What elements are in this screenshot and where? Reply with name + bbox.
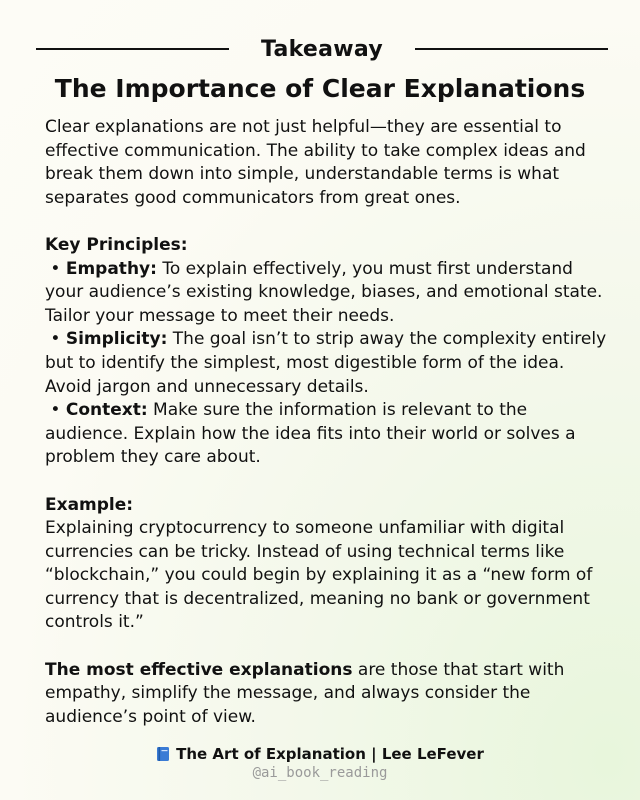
principles-heading: Key Principles:	[45, 234, 188, 255]
principle-item-empathy: • Empathy: To explain effectively, you must first understand your audience’s existing knowledge, biases, and emotional state. Tailor your message to meet their needs.	[45, 258, 603, 326]
header-rule-right	[415, 48, 608, 50]
conclusion-bold: The most effective explanations	[45, 659, 353, 680]
example-heading: Example:	[45, 494, 134, 515]
principle-text: Make sure the information is relevant to the audience. Explain how the idea fits into their world or solves a problem they care about.	[45, 400, 576, 468]
conclusion-paragraph	[45, 659, 610, 730]
conclusion-text: are those that start with empathy, simplify the message, and always consider the audience’s point of view.	[45, 659, 565, 727]
example-paragraph: Explaining cryptocurrency to someone unfamiliar with digital currencies can be tricky. Instead of using technical terms like “blockchain,” you could begin by explaining it as a “new form of currency that is decentralized, meaning no bank or government controls it.”	[45, 518, 593, 633]
account-handle: @ai_book_reading	[252, 765, 388, 781]
footer	[0, 745, 640, 781]
body-content	[45, 116, 610, 729]
principle-text: The goal isn’t to strip away the complexity entirely but to identify the simplest, most digestible form of the idea. Avoid jargon and unnecessary details.	[45, 329, 607, 397]
principle-term: Simplicity:	[65, 329, 168, 350]
principle-term: Empathy:	[65, 258, 157, 279]
section-label: Takeaway	[260, 36, 384, 62]
intro-paragraph: Clear explanations are not just helpful—they are essential to effective communication. The ability to take complex ideas and break them down into simple, understandable terms is what separates good communicators from great ones.	[45, 117, 586, 208]
book-icon	[156, 746, 170, 762]
principle-item-simplicity: • Simplicity: The goal isn’t to strip away the complexity entirely but to identify the simplest, most digestible form of the idea. Avoid jargon and unnecessary details.	[45, 329, 607, 397]
page-title: The Importance of Clear Explanations	[54, 74, 586, 103]
principle-item-context: • Context: Make sure the information is relevant to the audience. Explain how the idea fits into their world or solves a problem they care about.	[45, 400, 576, 468]
book-credit: The Art of Explanation | Lee LeFever	[176, 745, 484, 763]
principle-term: Context:	[65, 400, 148, 421]
header-rule-left	[36, 48, 229, 50]
section-header	[36, 33, 608, 65]
principle-text: To explain effectively, you must first understand your audience’s existing knowledge, biases, and emotional state. Tailor your message to meet their needs.	[45, 258, 603, 326]
